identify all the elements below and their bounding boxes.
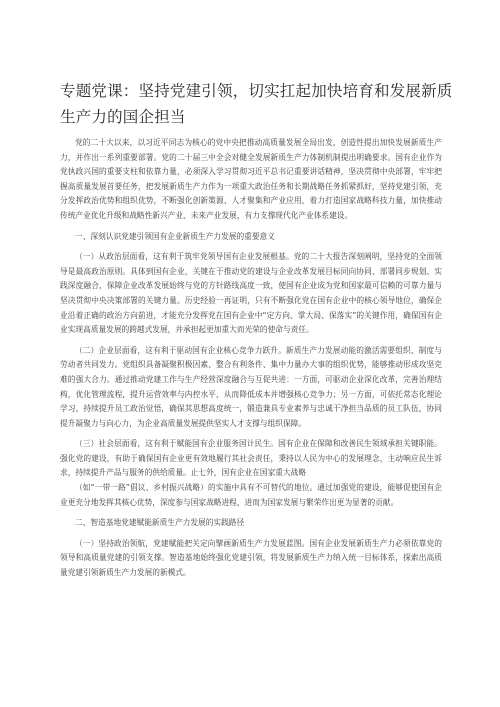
body-paragraph: （如“一带一路”倡议、乡村振兴战略）的实施中具有不可替代的地位。通过加强党的建设，能够促使国有企业更充分地发挥其核心优势，深度参与国家战略进程，进而为国家发展与繁荣作出更为显著的贡献。 <box>60 483 442 507</box>
document-title: 专题党课：坚持党建引领，切实扛起加快培育和发展新质生产力的国企担当 <box>60 82 453 126</box>
body-paragraph: （一）从政治层面看，这有利于筑牢党领导国有企业发展根基。党的二十大报告深刻阐明，坚持党的全面领导是最高政治原则。具体到国有企业，关键在于推动党的建设与企业改革发展目标同向协同、部署同步规划、实践深度融合，保障企业改革发展始终与党的方针路线高度一致，使国有企业成为党和国家最可信赖的可靠力量与坚决贯彻中央决策部署的关键力量。历史经验一再证明，只有不断强化党在国有企业中的核心领导地位，确保企业沿着正确的政治方向前进，才能充分发挥党在国有企业中“定方向、掌大局、保落实”的关键作用，确保国有企业实现高质量发展的跨越式发展，并承担起更加重大而光荣的使命与责任。 <box>60 252 442 335</box>
body-paragraph: （三）社会层面看，这有利于赋能国有企业服务国计民生。国有企业在保障和改善民生领域承担关键职能。强化党的建设，有助于确保国有企业更有效地履行其社会责任，秉持以人民为中心的发展理念，主动响应民生诉求，持续提升产品与服务的供给质量。止七外，国有企业在国家重大战略 <box>60 439 442 478</box>
body-paragraph: （二）企业层面看，这有利于驱动国有企业核心竞争力跃升。新质生产力发展动能的激活需要组织、制度与劳动者共同发力。党组织具备凝聚积极因素、整合有利条件、集中力量办大事的组织优势，能够推动形成攻坚克难的强大合力。通过推动党建工作与生产经营深度融合与互促共进：一方面，可驱动企业深化改革，完善治理结构，优化管理流程，提升运营效率与内控水平，从而降低成本并增强核心竞争力；另一方面，可依托常态化理论学习，持续提升员工政治觉悟，确保其思想高度统一，锻造兼具专业素养与忠诚干净担当品质的员工队伍，协同提升凝聚力与向心力，为企业高质量发展提供坚实人才支撑与组织保障。 <box>60 345 442 428</box>
document-body <box>60 136 442 587</box>
section-heading-2: 二、智造基地党建赋能新质生产力发展的实践路径 <box>75 518 245 528</box>
body-paragraph: （一）坚持政治领航，党建赋能把关定向擘画新质生产力发展蓝图。国有企业发展新质生产力必须依靠党的领导和高质量党建的引领支撑。智造基地始终强化党建引领，将发展新质生产力纳入统一目标体系，探索出高质量党建引领新质生产力发展的新模式。 <box>60 538 442 578</box>
section-heading-1: 一、深刻认识党建引领国有企业新质生产力发展的重要意义 <box>75 231 275 241</box>
intro-paragraph: 党的二十大以来，以习近平同志为核心的党中央把推动高质量发展全局出发，创造性提出加快发展新质生产力，并作出一系列重要部署。党的二十届三中全会对健全发展新质生产力体制机制提出明确要求。国有企业作为党执政兴国的重要支柱和依靠力量，必须深入学习贯彻习近平总书记重要讲话精神，坚决贯彻中央部署，牢牢把握高质量发展首要任务，把发展新质生产力作为一项重大政治任务和长期战略任务抓紧抓好，坚持党建引领，充分发挥政治优势和组织优势，不断强化创新策源、人才聚集和产业应用，着力打造国家战略科技力量，加快推动传统产业优化升级和战略性新兴产业、未来产业发展，有力支撑现代化产业体系建设。 <box>60 138 442 220</box>
